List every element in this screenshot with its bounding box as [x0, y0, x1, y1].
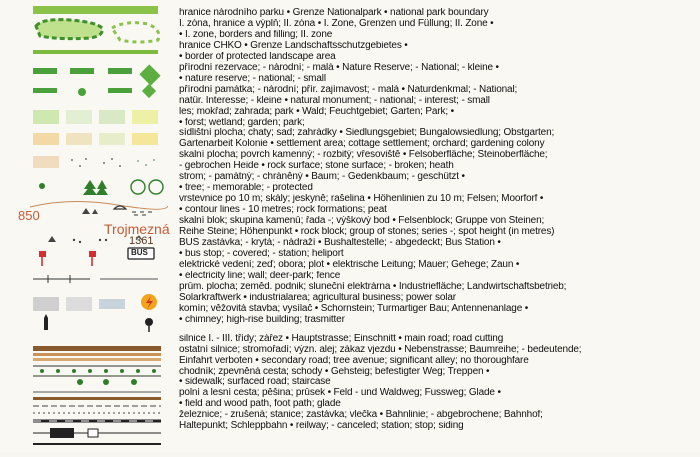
legend-line: • tree; - memorable; - protected [179, 183, 313, 194]
legend-line: železnice; - zrušená; stanice; zastávka; vlečka • Bahnlinie; - abgebrochene; Bahnhof; [179, 410, 543, 421]
elevation-label: 1361 [129, 235, 154, 247]
park-symbol [132, 110, 158, 124]
legend-line: Solarkraftwerk • industrialarea; agricultural business; power solar [179, 292, 456, 303]
small-monument-symbol [142, 84, 156, 98]
chimney-symbol [44, 318, 48, 330]
bus-station-label: BUS [131, 248, 148, 257]
legend-line: les; mokřad; zahrada; park • Wald; Feuchtgebiet; Garten; Park; • [179, 106, 454, 117]
broken-stone-symbol [103, 158, 121, 167]
legend-line: • sidewalk; surfaced road; staircase [179, 377, 331, 388]
legend-line: • nature reserve; - national; - small [179, 73, 326, 84]
garden-symbol [99, 110, 125, 124]
legend-line: • electricity line; wall; deer-park; fence [179, 270, 341, 281]
zone-one-symbol [36, 20, 102, 39]
national-park-boundary-symbol [33, 6, 158, 14]
legend-symbol-column [18, 0, 170, 452]
significant-alley-symbol [77, 379, 137, 385]
gardening-colony-symbol [132, 133, 158, 145]
industrial-area-symbol [33, 297, 59, 311]
memorable-tree-symbol [83, 180, 97, 195]
nature-reserve-symbol [33, 68, 57, 74]
legend-line: přírodní rezervace; - národní; - malá • Nature Reserve; - National; - kleine • [179, 62, 499, 73]
legend-line: I. zóna, hranice a výplň; II. zóna • I. Zone, Grenzen und Füllung; II. Zone • [179, 18, 494, 29]
legend-line: • border of protected landscape area [179, 51, 336, 62]
rock-block-symbol [48, 236, 56, 242]
legend-line: silnice I. - III. třídy; zářez • Hauptstrasse; Einschnitt • main road; road cutting [179, 333, 504, 344]
legend-line: skalní blok; skupina kamenů; řada -; výškový bod • Felsenblock; Gruppe von Steinen; [179, 216, 545, 227]
legend-line: sídlištní plocha; chaty; sad; zahrádky • Siedlungsgebiet; Bungalowsiedlung; Obstgarten; [179, 128, 555, 139]
transmitter-symbol [145, 318, 153, 326]
protected-tree-symbol [131, 180, 145, 194]
legend-line: strom; - památný; - chráněný • Baum; - Gedenkbaum; - geschützt • [179, 172, 465, 183]
legend-line: Reihe Steine; Höhenpunkt • rock block; group of stones; series -; spot height (in metres) [179, 227, 555, 238]
legend-text-column [179, 8, 699, 432]
solar-power-symbol [99, 299, 125, 309]
national-reserve-symbol [70, 68, 94, 74]
legend-line: • chimney; high-rise building; trasmitter [179, 314, 345, 325]
spot-height-label: 850 [18, 208, 40, 223]
main-road-symbol [33, 346, 161, 351]
tree-avenue-symbol [40, 369, 156, 373]
orchard-symbol [99, 133, 125, 145]
legend-line: • contour lines - 10 metres; rock formations; peat [179, 205, 387, 216]
legend-line: • I. zone, borders and filling; II. zone [179, 29, 333, 40]
legend-line: hranice národního parku • Grenze Nationalpark • national park boundary [179, 8, 489, 18]
legend-line: - gebrochen Heide • rock surface; stone surface; - broken; heath [179, 161, 454, 172]
protected-area-border-symbol [33, 50, 158, 54]
legend-line: • bus stop; - covered; - station; heliport [179, 248, 344, 259]
settlement-area-symbol [33, 133, 59, 145]
legend-line: Haltepunkt; Schleppbahn • reilway; - canceled; station; stop; siding [179, 421, 464, 432]
natural-monument-symbol [33, 88, 57, 93]
legend-line: skalní plocha; povrch kamenný; - rozbitý; vřesoviště • Felsoberfläche; Steinoberfläche; [179, 150, 548, 161]
stone-group-symbol [73, 239, 81, 243]
legend-line: • field and wood path, foot path; glade [179, 399, 341, 410]
national-monument-symbol [78, 88, 86, 96]
legend-line: komín; věžovitá stavba; vysílač • Schornstein; Turmartiger Bau; Antennenanlage • [179, 303, 529, 314]
legend-line: přírodní památka; - národní; přír. zajímavost; - malá • Naturdenkmal; - National; [179, 84, 518, 95]
legend-line: BUS zastávka; - krytá; - nádraží • Bushaltestelle; - abgedeckt; Bus Station • [179, 238, 501, 249]
cottage-settlement-symbol [66, 133, 92, 145]
legend-line: natür. Interesse; - kleine • natural monument; - national; - interest; - small [179, 95, 490, 106]
contour-line-symbol [30, 201, 168, 209]
legend-line: prům. plocha; zeměd. podnik; sluneční elektrárna • Industriefläche; Landwirtschaftsbetrieb; [179, 281, 567, 292]
heath-symbol [137, 159, 155, 166]
legend-line: vrstevnice po 10 m; skály; jeskyně; rašelina • Höhenlinien zu 10 m; Felsen; Moorforf • [179, 194, 544, 205]
legend-line [179, 326, 699, 334]
stone-series-symbol [99, 239, 107, 241]
legend-line: chodník; zpevněná cesta; schody • Gehsteig; befestigter Weg; Treppen • [179, 366, 490, 377]
legend-line: • forst; wetland; garden; park; [179, 117, 305, 128]
bus-stop-symbol [39, 251, 46, 266]
wetland-symbol [66, 110, 92, 124]
tree-symbol [39, 183, 45, 189]
railway-station-symbol [50, 428, 74, 438]
railway-stop-symbol [88, 429, 98, 437]
legend-line: Einfahrt verboten • secondary road; tree avenue; significant alley; no thoroughfare [179, 355, 529, 366]
legend-line: polní a lesní cesta; pěšina; průsek • Feld - und Waldweg; Fussweg; Glade • [179, 388, 501, 399]
natural-interest-symbol [108, 88, 132, 93]
legend-line: Gartenarbeit Kolonie • settlement area; cottage settlement; orchard; gardening colony [179, 139, 545, 150]
forest-symbol [33, 110, 59, 124]
agricultural-business-symbol [66, 297, 92, 311]
zone-two-symbol [112, 23, 159, 42]
legend-line: hranice CHKO • Grenze Landschaftsschutzgebietes • [179, 40, 408, 51]
place-name-label: Trojmezná [104, 221, 170, 237]
peat-symbol [132, 212, 152, 215]
covered-bus-stop-symbol [89, 251, 96, 266]
legend-line: elektrické vedení; zeď; obora; plot • elektrische Leitung; Mauer; Gehege; Zaun • [179, 259, 520, 270]
rock-surface-symbol [33, 156, 59, 168]
surfaced-road-symbol [33, 397, 161, 400]
reserve-diamond-symbol [139, 64, 160, 85]
stone-surface-symbol [71, 158, 87, 167]
legend-line: ostatní silnice; stromořadí; význ. alej; zákaz vjezdu • Nebenstrasse; Baumreihe; - bedeutende; [179, 344, 582, 355]
rock-formation-symbol [82, 208, 98, 214]
small-reserve-symbol [108, 68, 132, 74]
